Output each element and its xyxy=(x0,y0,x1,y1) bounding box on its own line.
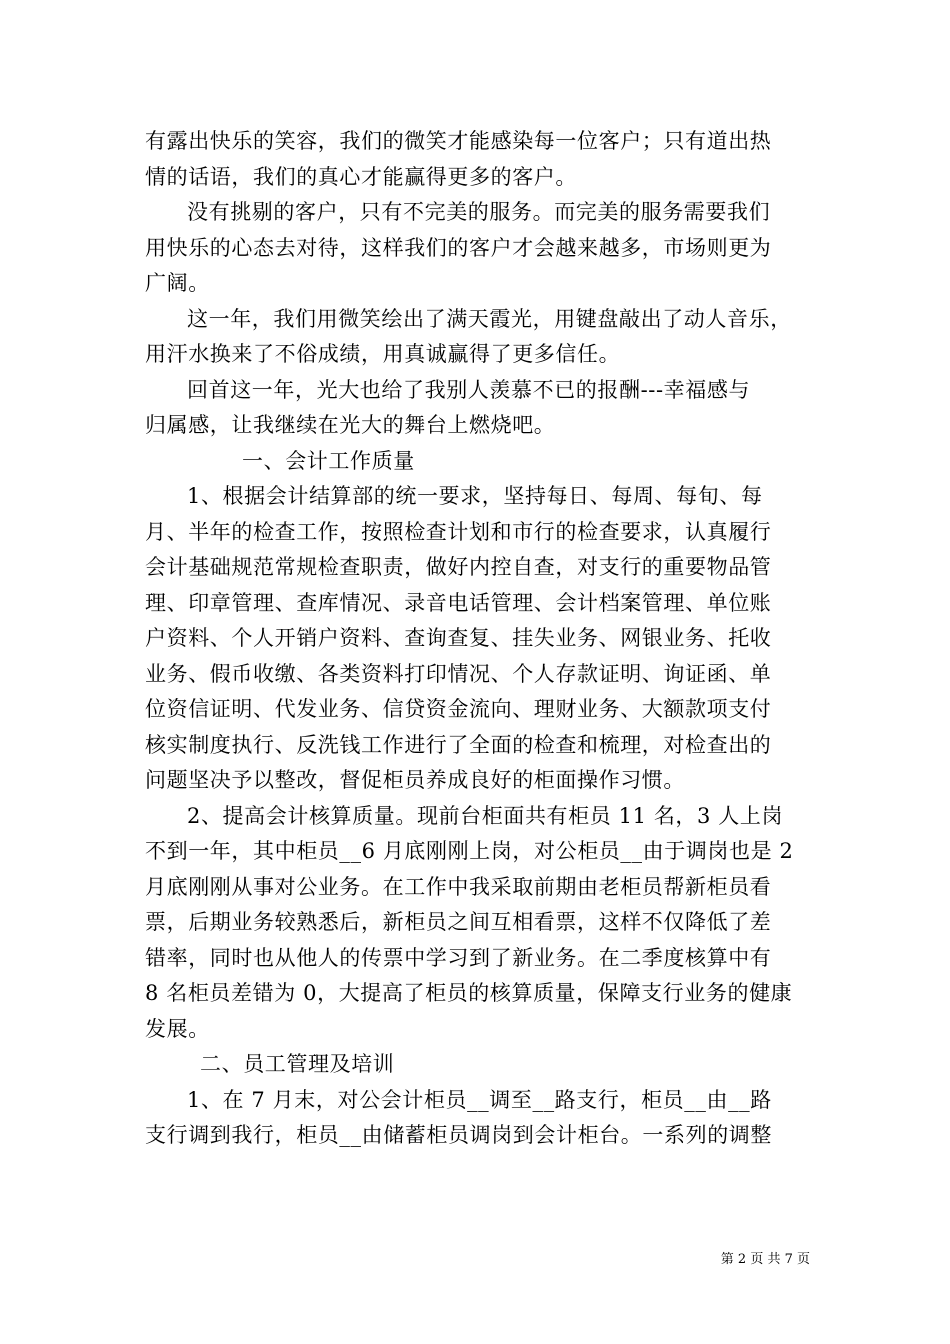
text-line: 月、半年的检查工作，按照检查计划和市行的检查要求，认真履行 xyxy=(145,519,772,544)
text-line: 二、员工管理及培训 xyxy=(200,1052,395,1076)
text-line: 用快乐的心态去对待，这样我们的客户才会越来越多，市场则更为 xyxy=(145,235,772,260)
text-line: 核实制度执行、反洗钱工作进行了全面的检查和梳理，对检查出的 xyxy=(145,732,772,757)
text-line: 月底刚刚从事对公业务。在工作中我采取前期由老柜员帮新柜员看 xyxy=(145,874,772,899)
text-line: 问题坚决予以整改，督促柜员养成良好的柜面操作习惯。 xyxy=(145,768,685,792)
text-line: 归属感，让我继续在光大的舞台上燃烧吧。 xyxy=(145,413,556,437)
text-line: 错率，同时也从他人的传票中学习到了新业务。在二季度核算中有 xyxy=(145,945,772,970)
text-line: 一、会计工作质量 xyxy=(242,448,415,473)
text-line: 这一年，我们用微笑绘出了满天霞光，用键盘敲出了动人音乐， xyxy=(187,306,792,331)
text-line: 没有挑剔的客户，只有不完美的服务。而完美的服务需要我们 xyxy=(187,200,771,224)
text-line: 回首这一年，光大也给了我别人羡慕不已的报酬---幸福感与 xyxy=(187,377,751,402)
text-line: 1、根据会计结算部的统一要求，坚持每日、每周、每旬、每 xyxy=(187,484,763,508)
text-line: 户资料、个人开销户资料、查询查复、挂失业务、网银业务、托收 xyxy=(145,626,772,650)
text-line: 位资信证明、代发业务、信贷资金流向、理财业务、大额款项支付 xyxy=(145,697,772,721)
text-line: 会计基础规范常规检查职责，做好内控自查，对支行的重要物品管 xyxy=(145,555,772,579)
text-line: 不到一年，其中柜员__6 月底刚刚上岗，对公柜员__由于调岗也是 2 xyxy=(145,839,794,863)
body-text xyxy=(145,124,805,1154)
text-line: 1、在 7 月末，对公会计柜员__调至__路支行，柜员__由__路 xyxy=(187,1087,772,1112)
page-number: 第 2 页 共 7 页 xyxy=(720,1252,810,1267)
text-line: 8 名柜员差错为 0，大提高了柜员的核算质量，保障支行业务的健康 xyxy=(145,981,793,1005)
text-line: 情的话语，我们的真心才能赢得更多的客户。 xyxy=(145,164,577,189)
text-line: 有露出快乐的笑容，我们的微笑才能感染每一位客户；只有道出热 xyxy=(145,129,772,153)
text-line: 理、印章管理、查库情况、录音电话管理、会计档案管理、单位账 xyxy=(145,590,772,615)
text-line: 2、提高会计核算质量。现前台柜面共有柜员 11 名，3 人上岗 xyxy=(187,803,784,828)
text-line: 业务、假币收缴、各类资料打印情况、个人存款证明、询证函、单 xyxy=(145,661,772,686)
text-line: 广阔。 xyxy=(145,271,210,295)
text-line: 用汗水换来了不俗成绩，用真诚赢得了更多信任。 xyxy=(145,342,621,366)
text-line: 票，后期业务较熟悉后，新柜员之间互相看票，这样不仅降低了差 xyxy=(145,910,772,934)
text-line: 支行调到我行，柜员__由储蓄柜员调岗到会计柜台。一系列的调整 xyxy=(145,1123,772,1147)
text-line: 发展。 xyxy=(145,1016,210,1041)
